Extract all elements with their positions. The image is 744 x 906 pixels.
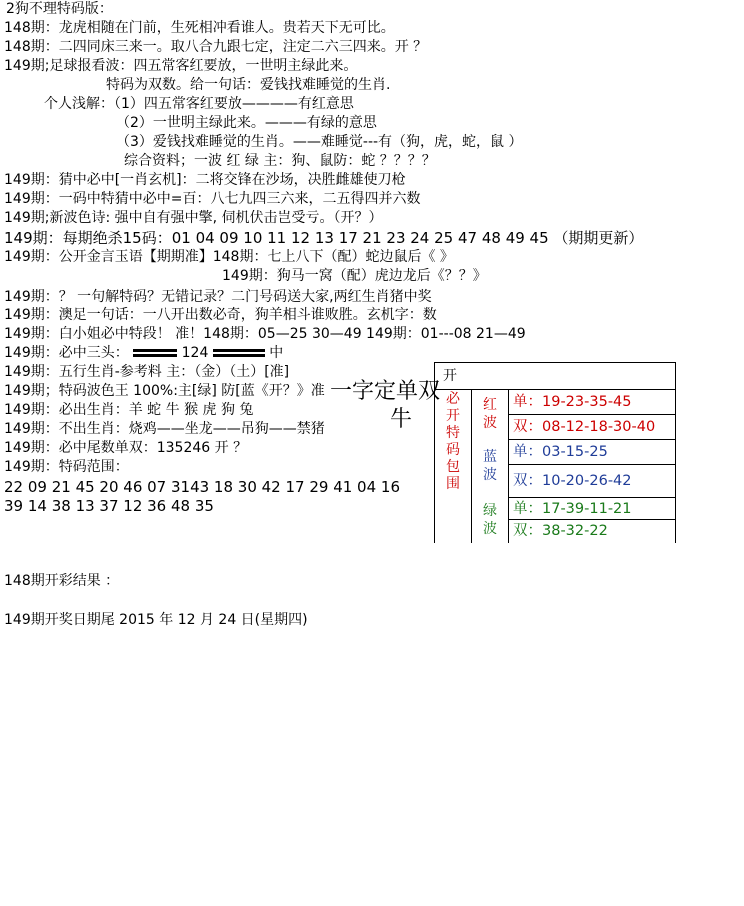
text-line: 148期：二四同床三来一。取八合九跟七定，注定二六三四来。开 ？	[4, 39, 428, 55]
wave-table	[434, 362, 676, 543]
red-even-row	[509, 415, 676, 440]
vertical-char: 必	[446, 391, 460, 407]
text-line: 149期：狗马一窝（配）虎边龙后《？？》	[222, 268, 487, 284]
number-line: 22 09 21 45 20 46 07 3143 18 30 42 17 29 41 04 16	[4, 478, 400, 496]
line-label: 149期：必中三头：	[4, 345, 129, 361]
group-name: 波	[483, 415, 497, 431]
row-label: 双：	[513, 473, 542, 489]
row-numbers: 03-15-25	[542, 444, 608, 460]
text-line: （3）爱钱找难睡觉的生肖。——难睡觉---有（狗，虎，蛇，鼠 ）	[116, 134, 523, 150]
blue-odd-row	[509, 440, 676, 465]
row-label: 双：	[513, 523, 542, 539]
row-label: 单：	[513, 501, 542, 517]
red-odd-row	[509, 390, 676, 415]
group-blue	[471, 440, 509, 498]
text-line: 149期：澳足一句话：一八开出数必奇，狗羊相斗谁败胜。玄机字：数	[4, 307, 437, 323]
text-line: 特码为双数。给一句话：爱钱找难睡觉的生肖.	[106, 77, 391, 93]
vertical-char: 围	[446, 476, 460, 492]
vertical-char: 特	[446, 425, 460, 441]
row-numbers: 19-23-35-45	[542, 394, 632, 410]
group-name: 波	[483, 521, 497, 537]
number-line: 39 14 38 13 37 12 36 48 35	[4, 497, 214, 515]
header-label: 开	[443, 368, 457, 384]
text-line: 149期：白小姐必中特段！ 准！148期：05—25 30—49 149期：01---08 21—49	[4, 326, 526, 342]
stamp-animal: 牛	[390, 407, 413, 432]
text-line: 个人浅解：（1）四五常客红要放————有红意思	[44, 96, 354, 112]
text-line: 149期：特码范围：	[4, 459, 129, 475]
row-numbers: 38-32-22	[542, 523, 608, 539]
vertical-char: 包	[446, 459, 460, 475]
text-line: 148期：龙虎相随在门前，生死相冲看谁人。贵若天下无可比。	[4, 20, 395, 36]
head-number: 124	[181, 345, 209, 361]
text-line: 149期；特码波色王 100%:主[绿] 防[蓝《开？》准	[4, 383, 325, 399]
text-line: 综合资料；一波 红 绿 主：狗、鼠防：蛇 ？？？？	[124, 153, 436, 169]
green-even-row	[509, 520, 676, 543]
green-odd-row	[509, 498, 676, 520]
row-label: 单：	[513, 394, 542, 410]
group-name: 绿	[483, 503, 497, 519]
text-line: 149期;足球报看波：四五常客红要放，一世明主绿此来。	[4, 58, 358, 74]
text-line: 149期：必中尾数单双：135246 开 ？	[4, 440, 248, 456]
row-numbers: 10-20-26-42	[542, 473, 632, 489]
draw-date: 149期开奖日期尾 2015 年 12 月 24 日(星期四)	[4, 612, 308, 628]
text-line: 149期：每期绝杀15码：01 04 09 10 11 12 13 17 21 23 24 25 47 48 49 45 （期期更新）	[4, 229, 644, 247]
group-name: 波	[483, 467, 497, 483]
line-suffix: 中	[269, 345, 284, 361]
row-label: 单：	[513, 444, 542, 460]
bar-marks	[213, 349, 265, 357]
stamp-text: 一字定单双	[330, 379, 441, 404]
text-line: 149期：公开金言玉语【期期准】148期：七上八下（配）蛇边鼠后《 》	[4, 249, 454, 265]
vertical-label	[439, 391, 467, 493]
row-numbers: 08-12-18-30-40	[542, 419, 656, 435]
bar-marks	[133, 349, 177, 357]
text-line: 149期;新波色诗: 强中自有强中擎, 伺机伏击岂受亏。（开？）	[4, 210, 383, 226]
text-line: 149期：？ 一句解特码？无错记录？二门号码送大家,两红生肖猪中奖	[4, 289, 432, 305]
group-red	[471, 390, 509, 440]
group-name: 蓝	[483, 449, 497, 465]
vertical-char: 码	[446, 442, 460, 458]
table-header	[435, 363, 676, 390]
text-line: 149期：五行生肖-参考料 主：（金）（土）[准]	[4, 364, 290, 380]
blue-even-row	[509, 465, 676, 498]
group-name: 红	[483, 397, 497, 413]
text-line: 149期：必出生肖：羊 蛇 牛 猴 虎 狗 兔	[4, 402, 254, 418]
page-title: 2狗不理特码版：	[6, 1, 113, 17]
text-line	[4, 344, 283, 362]
row-label: 双：	[513, 419, 542, 435]
row-numbers: 17-39-11-21	[542, 501, 632, 517]
text-line: （2）一世明主绿此来。———有绿的意思	[116, 115, 377, 131]
vertical-char: 开	[446, 408, 460, 424]
results-label: 148期开彩结果 ：	[4, 573, 120, 589]
text-line: 149期：不出生肖：烧鸡——坐龙——吊狗——禁猪	[4, 421, 325, 437]
group-green	[471, 498, 509, 543]
text-line: 149期：猜中必中[一肖玄机]：二将交锋在沙场，决胜雌雄使刀枪	[4, 172, 406, 188]
text-line: 149期：一码中特猜中必中=百：八七九四三六来，二五得四并六数	[4, 191, 421, 207]
